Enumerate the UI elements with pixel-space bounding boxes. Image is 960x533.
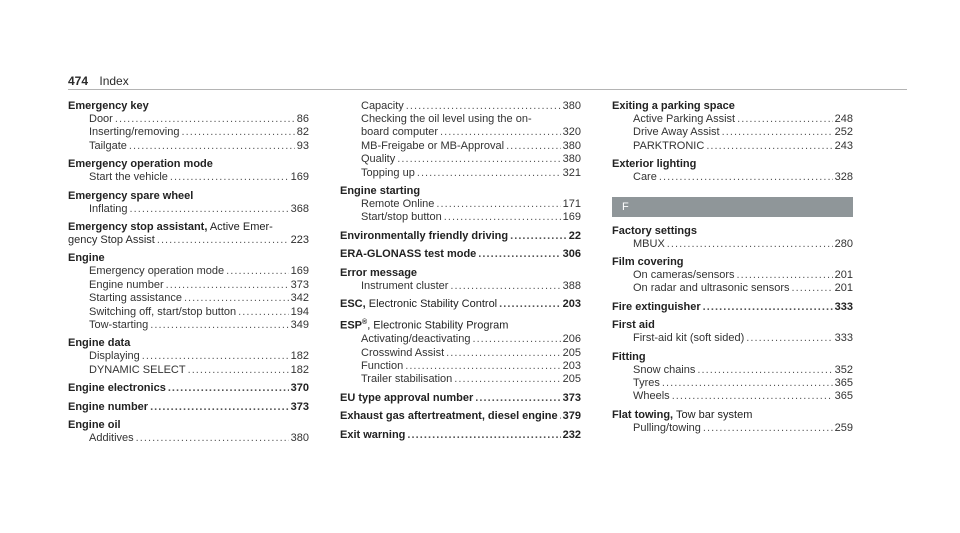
entry-title: Engine oil <box>68 419 121 432</box>
index-entry <box>340 410 581 423</box>
entry-row[interactable] <box>340 410 581 423</box>
index-entry <box>68 382 309 395</box>
index-entry <box>340 267 581 293</box>
subentry[interactable] <box>612 171 853 184</box>
subentry-label: Engine number <box>89 278 164 291</box>
subentry[interactable] <box>612 113 853 126</box>
subentry[interactable] <box>340 153 581 166</box>
page-ref: 333 <box>834 332 853 345</box>
page-ref: 182 <box>290 363 309 376</box>
entry-title <box>68 221 309 234</box>
page-ref: 380 <box>290 432 309 445</box>
entry-description: Active Emer- <box>207 221 273 234</box>
page-ref: 380 <box>562 139 581 152</box>
page-ref: 373 <box>562 391 581 404</box>
entry-title: Exterior lighting <box>612 158 697 171</box>
page-ref: 203 <box>562 359 581 372</box>
subentry[interactable] <box>68 140 309 153</box>
subentry-label: Tailgate <box>89 139 127 152</box>
page-ref: 352 <box>834 363 853 376</box>
page-ref: 380 <box>562 100 581 112</box>
subentry-label: Activating/deactivating <box>361 333 471 346</box>
subentry[interactable] <box>340 167 581 180</box>
index-entry <box>68 252 309 332</box>
entry-title: Fire extinguisher <box>612 300 701 313</box>
page-header <box>68 74 129 88</box>
index-entry <box>340 429 581 442</box>
entry-title-wrap <box>340 298 497 311</box>
subentry[interactable] <box>612 364 853 377</box>
page-ref: 365 <box>834 377 853 390</box>
subentry[interactable] <box>68 364 309 377</box>
subentry-label: Emergency operation mode <box>89 265 225 278</box>
entry-description: Tow bar system <box>673 408 753 421</box>
subentry-label: board computer <box>361 126 439 139</box>
page-ref: 280 <box>834 237 853 250</box>
subentry[interactable] <box>340 280 581 293</box>
subentry[interactable] <box>612 140 853 153</box>
entry-title: Film covering <box>612 256 684 269</box>
subentry[interactable] <box>612 390 853 403</box>
entry-title: Engine <box>68 252 105 265</box>
page-ref: 169 <box>562 211 581 224</box>
index-entry <box>612 225 853 251</box>
subentry-label: MB-Freigabe or MB-Approval <box>361 139 505 152</box>
index-column-1 <box>68 100 309 451</box>
page-ref: 243 <box>834 139 853 152</box>
subentry[interactable] <box>340 360 581 373</box>
index-entry <box>340 185 581 225</box>
page-ref: 205 <box>562 346 581 359</box>
index-entry <box>68 337 309 377</box>
subentry-label: Start/stop button <box>361 211 442 224</box>
entry-title: Emergency operation mode <box>68 158 213 171</box>
subentry[interactable] <box>612 126 853 139</box>
index-entry <box>612 319 853 345</box>
page-ref: 223 <box>290 234 309 247</box>
subentry-label: Crosswind Assist <box>361 346 445 359</box>
subentry-label: Wheels <box>633 390 670 403</box>
registered-mark: ® <box>362 319 368 327</box>
page-ref: 169 <box>290 265 309 278</box>
subentry-label: Remote Online <box>361 198 435 211</box>
subentry-label: Additives <box>89 432 134 445</box>
entry-title: Emergency spare wheel <box>68 189 194 202</box>
entry-title: Engine starting <box>340 185 421 198</box>
subentry-label: First-aid kit (soft sided) <box>633 332 745 345</box>
entry-title-text: Flat towing, <box>612 408 674 421</box>
page-ref: 328 <box>834 171 853 184</box>
subentry-label: Drive Away Assist <box>633 126 720 139</box>
page-ref: 169 <box>290 171 309 184</box>
index-entry <box>68 401 309 414</box>
index-entry <box>612 158 853 184</box>
subentry[interactable] <box>612 332 853 345</box>
index-entry <box>612 100 853 153</box>
index-entry <box>612 301 853 314</box>
entry-row[interactable] <box>340 230 581 243</box>
page-ref: 259 <box>834 421 853 434</box>
subentry-label: On cameras/sensors <box>633 269 735 282</box>
page-ref: 380 <box>562 153 581 166</box>
subentry-label: On radar and ultrasonic sensors <box>633 282 790 295</box>
subentry-label: Tyres <box>633 377 660 390</box>
entry-title: EU type approval number <box>340 391 474 404</box>
subentry[interactable] <box>68 432 309 445</box>
page-number: 474 <box>68 74 89 88</box>
entry-description: Electronic Stability Control <box>365 298 498 311</box>
subentry[interactable] <box>612 377 853 390</box>
subentry[interactable] <box>612 238 853 251</box>
subentry[interactable] <box>340 333 581 346</box>
index-entry <box>68 221 309 247</box>
page-ref: 349 <box>290 319 309 332</box>
page-ref: 370 <box>290 382 309 395</box>
entry-title: Exiting a parking space <box>612 100 735 112</box>
index-entry <box>68 158 309 184</box>
subentry-label: Instrument cluster <box>361 279 449 292</box>
subentry[interactable] <box>340 347 581 360</box>
index-entry <box>612 409 853 435</box>
subentry-label: Quality <box>361 153 396 166</box>
page-ref: 201 <box>834 282 853 295</box>
page-ref: 379 <box>562 410 581 423</box>
subentry[interactable] <box>340 373 581 386</box>
subentry-label: Capacity <box>361 100 404 112</box>
page-ref: 365 <box>834 390 853 403</box>
index-entry <box>612 256 853 296</box>
subentry-label: Door <box>89 113 113 125</box>
page-ref: 86 <box>296 113 309 125</box>
subentry[interactable] <box>68 265 309 278</box>
subentry-label: Checking the oil level using the on- <box>361 113 532 126</box>
index-entry <box>68 100 309 153</box>
subentry-label: Displaying <box>89 350 140 363</box>
page-ref: 321 <box>562 166 581 179</box>
subentry-label: Active Parking Assist <box>633 113 736 125</box>
page-ref: 320 <box>562 126 581 139</box>
subentry-label: Start the vehicle <box>89 171 168 184</box>
subentry[interactable] <box>340 198 581 211</box>
subentry-label: Tow-starting <box>89 319 149 332</box>
page-ref: 194 <box>290 305 309 318</box>
entry-title: Engine number <box>68 400 149 413</box>
subentry[interactable] <box>68 126 309 139</box>
entry-row[interactable] <box>340 298 581 311</box>
subentry-label: Inflating <box>89 202 128 215</box>
subentry-label: Trailer stabilisation <box>361 373 453 386</box>
subentry[interactable] <box>68 292 309 305</box>
entry-title: Error message <box>340 266 418 279</box>
page-ref: 232 <box>562 428 581 441</box>
page-ref: 171 <box>562 198 581 211</box>
section-letter-bar: F <box>612 197 853 217</box>
subentry-label: Switching off, start/stop button <box>89 305 237 318</box>
subentry-label: Starting assistance <box>89 292 182 305</box>
subentry-label: Pulling/towing <box>633 421 701 434</box>
entry-title: Exhaust gas aftertreatment, diesel engine <box>340 410 558 423</box>
subentry-label: Function <box>361 359 404 372</box>
entry-row[interactable] <box>340 248 581 261</box>
subentry[interactable] <box>68 350 309 363</box>
entry-title: Environmentally friendly driving <box>340 229 509 242</box>
subentry-label: Topping up <box>361 166 415 179</box>
entry-title: Factory settings <box>612 224 697 237</box>
subentry-label: PARKTRONIC <box>633 139 705 152</box>
entry-row[interactable] <box>612 301 853 314</box>
subentry[interactable] <box>612 422 853 435</box>
index-column-3 <box>612 100 853 440</box>
subentry[interactable] <box>68 113 309 126</box>
page-ref: 82 <box>296 126 309 139</box>
subentry[interactable] <box>68 171 309 184</box>
index-entry <box>68 190 309 216</box>
index-entry <box>340 392 581 405</box>
entry-row[interactable] <box>340 429 581 442</box>
page-ref: 306 <box>562 248 581 261</box>
index-entry <box>340 248 581 261</box>
index-entry <box>340 100 581 180</box>
entry-row[interactable] <box>68 382 309 395</box>
index-column-2 <box>340 100 581 447</box>
entry-title: ERA-GLONASS test mode <box>340 248 477 261</box>
subentry[interactable] <box>68 319 309 332</box>
subentry-label: Care <box>633 171 657 184</box>
index-entry <box>68 419 309 445</box>
entry-title <box>340 316 581 333</box>
subentry[interactable] <box>612 282 853 295</box>
page-ref: 93 <box>296 139 309 152</box>
index-entry <box>340 316 581 386</box>
entry-row[interactable] <box>68 401 309 414</box>
index-entry <box>612 351 853 404</box>
entry-title: Fitting <box>612 350 646 363</box>
page-ref: 206 <box>562 333 581 346</box>
subentry[interactable] <box>68 306 309 319</box>
entry-title: ESC, <box>340 298 366 311</box>
entry-title: Exit warning <box>340 428 406 441</box>
page-ref: 373 <box>290 278 309 291</box>
entry-title: First aid <box>612 319 655 332</box>
page-ref: 333 <box>834 300 853 313</box>
page-ref: 205 <box>562 373 581 386</box>
page-ref: 182 <box>290 350 309 363</box>
entry-description: , Electronic Stability Program <box>367 320 509 333</box>
header-divider <box>68 89 907 90</box>
page-ref: 342 <box>290 292 309 305</box>
entry-title: Engine electronics <box>68 382 166 395</box>
page-title: Index <box>99 74 129 88</box>
subentry-label: MBUX <box>633 237 665 250</box>
subentry-label: DYNAMIC SELECT <box>89 363 186 376</box>
subentry[interactable] <box>340 126 581 139</box>
entry-title: Emergency key <box>68 100 149 112</box>
page-ref: 373 <box>290 400 309 413</box>
index-entry <box>340 298 581 311</box>
page-ref: 388 <box>562 279 581 292</box>
subentry[interactable] <box>68 279 309 292</box>
page-ref: 201 <box>834 269 853 282</box>
subentry-label: Inserting/removing <box>89 126 180 139</box>
subentry[interactable] <box>340 100 581 113</box>
subentry[interactable] <box>340 211 581 224</box>
subentry[interactable] <box>340 140 581 153</box>
entry-row[interactable] <box>340 392 581 405</box>
entry-title <box>612 409 853 422</box>
entry-title: Engine data <box>68 337 131 350</box>
page-ref: 252 <box>834 126 853 139</box>
subentry[interactable] <box>612 269 853 282</box>
entry-title-text: ESP <box>340 320 363 333</box>
page-ref: 203 <box>562 298 581 311</box>
subentry-label: Snow chains <box>633 363 696 376</box>
subentry[interactable] <box>68 203 309 216</box>
page-ref: 22 <box>568 229 581 242</box>
continuation-label: gency Stop Assist <box>68 234 155 247</box>
entry-title-text: Emergency stop assistant, <box>68 221 208 234</box>
index-entry <box>340 230 581 243</box>
page-ref: 248 <box>834 113 853 125</box>
page-ref: 368 <box>290 202 309 215</box>
entry-continuation[interactable] <box>68 234 309 247</box>
